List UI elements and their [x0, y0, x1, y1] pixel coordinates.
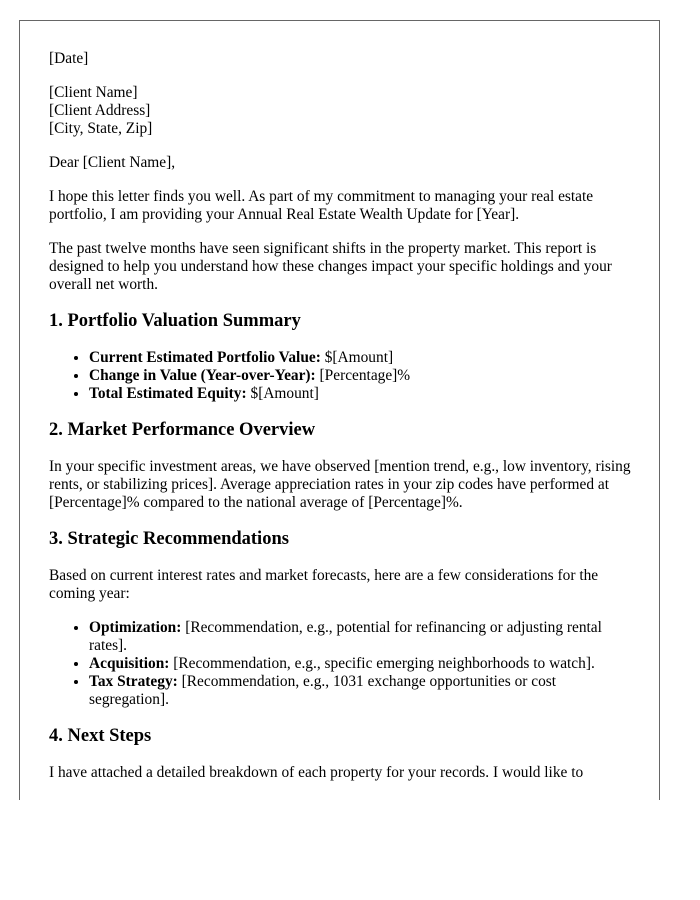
item-label: Total Estimated Equity:	[89, 385, 247, 402]
client-address: [Client Address]	[49, 102, 151, 119]
item-label: Optimization:	[89, 619, 182, 636]
item-label: Change in Value (Year-over-Year):	[89, 367, 316, 384]
section-1-heading: 1. Portfolio Valuation Summary	[49, 311, 301, 331]
salutation: Dear [Client Name],	[49, 154, 176, 171]
market-paragraph: In your specific investment areas, we have observed [mention trend, e.g., low inventory, rising rents, or stabilizing prices]. Average appreciation rates in your zip codes have performed at [Percentage]% compared to the national average of [Percentage]%.	[49, 458, 631, 511]
item-value: [Recommendation, e.g., 1031 exchange opportunities or cost segregation].	[89, 673, 557, 708]
next-steps-paragraph: I have attached a detailed breakdown of each property for your records. I would like to	[49, 764, 584, 781]
client-name: [Client Name]	[49, 84, 138, 101]
list-item	[89, 367, 639, 385]
list-item	[89, 655, 639, 673]
letter-date: [Date]	[49, 50, 89, 67]
recipient-block	[49, 84, 639, 138]
intro-paragraph: I hope this letter finds you well. As part of my commitment to managing your real estate portfolio, I am providing your Annual Real Estate Wealth Update for [Year].	[49, 188, 594, 223]
list-item	[89, 349, 639, 367]
item-value: $[Amount]	[250, 385, 319, 402]
letter-page	[19, 20, 660, 800]
list-item	[89, 673, 639, 709]
letter-content	[49, 50, 639, 798]
item-value: [Recommendation, e.g., specific emerging neighborhoods to watch].	[173, 655, 595, 672]
section-2-heading: 2. Market Performance Overview	[49, 420, 316, 440]
context-paragraph: The past twelve months have seen significant shifts in the property market. This report is designed to help you understand how these changes impact your specific holdings and your overall net worth.	[49, 240, 612, 293]
recommendations-intro: Based on current interest rates and market forecasts, here are a few considerations for the coming year:	[49, 567, 599, 602]
list-item	[89, 619, 639, 655]
item-value: [Percentage]%	[319, 367, 411, 384]
recommendations-list	[49, 619, 639, 709]
item-label: Acquisition:	[89, 655, 170, 672]
item-value: [Recommendation, e.g., potential for refinancing or adjusting rental rates].	[89, 619, 602, 654]
client-city-state-zip: [City, State, Zip]	[49, 120, 153, 137]
section-4-heading: 4. Next Steps	[49, 726, 152, 746]
item-label: Current Estimated Portfolio Value:	[89, 349, 321, 366]
valuation-list	[49, 349, 639, 403]
section-3-heading: 3. Strategic Recommendations	[49, 529, 289, 549]
item-value: $[Amount]	[324, 349, 394, 366]
item-label: Tax Strategy:	[89, 673, 178, 690]
list-item	[89, 385, 639, 403]
